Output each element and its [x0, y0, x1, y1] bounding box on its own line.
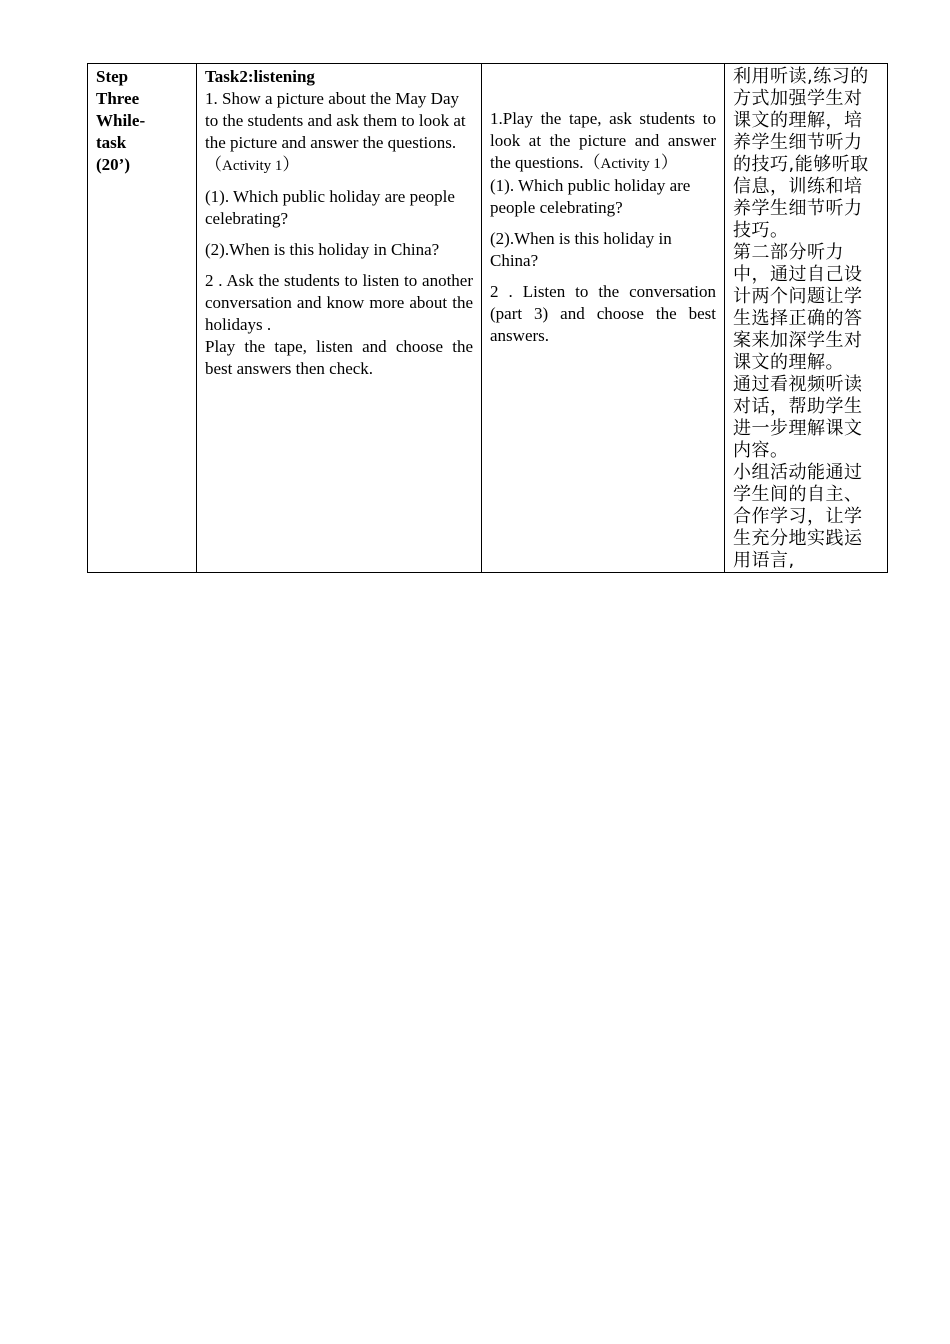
purpose-paragraph-3: 通过看视频听读对话，帮助学生进一步理解课文内容。	[733, 374, 863, 461]
purpose-paragraph-2: 第二部分听力中，通过自己设计两个问题让学生选择正确的答案来加深学生对课文的理解。	[733, 242, 863, 373]
step-label: Step	[96, 67, 129, 86]
step-cell	[88, 64, 197, 573]
purpose-paragraph-4: 小组活动能通过学生间的自主、合作学习，让学生充分地实践运用语言,	[733, 462, 863, 571]
step-stage-part1: While-	[96, 111, 146, 130]
student-activity-cell	[482, 64, 725, 573]
teacher-step-1: 1. Show a picture about the May Day to the students and ask them to look at the picture and answer the questions.（Activity 1）	[205, 89, 466, 174]
purpose-paragraph-1: 利用听读,练习的方式加强学生对课文的理解，培养学生细节听力的技巧,能够听取信息，训练和培养学生细节听力技巧。	[733, 66, 869, 241]
task-title: Task2:listening	[205, 67, 315, 86]
student-step-1: 1.Play the tape, ask students to look at the picture and answer the questions.（Activity 1）	[490, 109, 716, 172]
teacher-step-2: 2 . Ask the students to listen to another conversation and know more about the holidays .	[205, 271, 473, 334]
teacher-step-3: Play the tape, listen and choose the best answers then check.	[205, 337, 473, 378]
student-step-2: 2 . Listen to the conversation (part 3) and choose the best answers.	[490, 282, 716, 345]
table-row	[88, 64, 888, 573]
teacher-question-2: (2).When is this holiday in China?	[205, 240, 440, 259]
purpose-cell	[725, 64, 888, 573]
teacher-activity-cell	[197, 64, 482, 573]
lesson-plan-table	[87, 63, 888, 573]
student-question-2: (2).When is this holiday in China?	[490, 229, 672, 270]
step-stage-part2: task	[96, 133, 127, 152]
step-number: Three	[96, 89, 140, 108]
teacher-question-1: (1). Which public holiday are people celebrating?	[205, 187, 455, 228]
step-duration: (20’)	[96, 155, 130, 174]
student-question-1: (1). Which public holiday are people celebrating?	[490, 176, 691, 217]
